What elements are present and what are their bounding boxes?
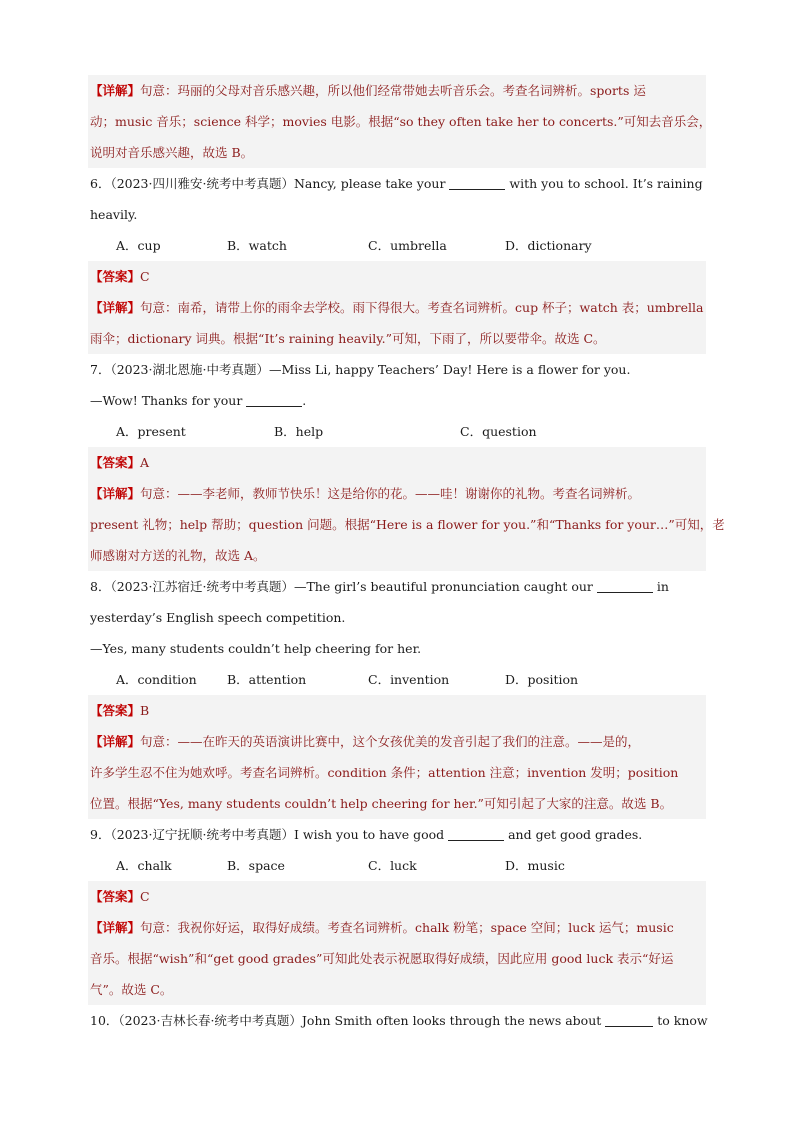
q7-option-b[interactable]: B．help xyxy=(274,424,324,439)
q7-detail-line-1: 【详解】句意：——李老师，教师节快乐！这是给你的花。——哇！谢谢你的礼物。考查名词辨析。 xyxy=(90,486,641,501)
q8-stem-line-1: 8．（2023·江苏宿迁·统考中考真题）—The girl’s beautiful pronunciation caught our in xyxy=(90,579,669,594)
q6-options xyxy=(90,230,704,261)
q7-options xyxy=(90,416,704,447)
q6-answer-box xyxy=(88,261,706,354)
q7-option-a[interactable]: A．present xyxy=(116,424,186,439)
q8-stem-line-3: —Yes, many students couldn’t help cheering for her. xyxy=(90,641,422,656)
q9-stem-line-1: 9．（2023·辽宁抚顺·统考中考真题）I wish you to have good and get good grades. xyxy=(90,827,643,842)
q7-detail-line-2: present 礼物；help 帮助；question 问题。根据“Here is a flower for you.”和“Thanks for your…”可知，老 xyxy=(90,517,725,532)
q9-option-b[interactable]: B．space xyxy=(227,858,285,873)
q9-detail-line-1: 【详解】句意：我祝你好运，取得好成绩。考查名词辨析。chalk 粉笔；space 空间；luck 运气；music xyxy=(90,920,674,935)
q9-answer-box xyxy=(88,881,706,1005)
q8-blank xyxy=(597,578,653,593)
q6-detail-line-2: 雨伞；dictionary 词典。根据“It’s raining heavily.”可知，下雨了，所以要带伞。故选 C。 xyxy=(90,331,606,346)
q9-answer: 【答案】C xyxy=(90,889,150,904)
q8-option-d[interactable]: D．position xyxy=(505,672,579,687)
q8-answer: 【答案】B xyxy=(90,703,150,718)
q8-detail-line-2: 许多学生忍不住为她欢呼。考查名词辨析。condition 条件；attention 注意；invention 发明；position xyxy=(90,765,679,780)
q8-detail-line-3: 位置。根据“Yes, many students couldn’t help cheering for her.”可知引起了大家的注意。故选 B。 xyxy=(90,796,673,811)
q5-explanation-box xyxy=(88,75,712,168)
q9-blank xyxy=(448,826,504,841)
q6-blank xyxy=(449,175,505,190)
q7-answer-box xyxy=(88,447,725,571)
q9-detail-line-2: 音乐。根据“wish”和“get good grades”可知此处表示祝愿取得好成绩，因此应用 good luck 表示“好运 xyxy=(90,951,674,966)
q9-option-d[interactable]: D．music xyxy=(505,858,565,873)
q9-options xyxy=(90,850,704,881)
document-page xyxy=(90,75,725,1036)
q6-stem-line-1: 6．（2023·四川雅安·统考中考真题）Nancy, please take your with you to school. It’s raining xyxy=(90,176,703,191)
q8-options xyxy=(90,664,704,695)
q6-option-c[interactable]: C．umbrella xyxy=(368,238,447,253)
q7-option-c[interactable]: C．question xyxy=(460,424,537,439)
q8-option-a[interactable]: A．condition xyxy=(116,672,197,687)
q9-option-c[interactable]: C．luck xyxy=(368,858,417,873)
q8-option-b[interactable]: B．attention xyxy=(227,672,307,687)
q6-option-b[interactable]: B．watch xyxy=(227,238,287,253)
q10-blank xyxy=(605,1012,653,1027)
q8-detail-line-1: 【详解】句意：——在昨天的英语演讲比赛中，这个女孩优美的发音引起了我们的注意。——是的， xyxy=(90,734,641,749)
q10-stem-line-1: 10．（2023·吉林长春·统考中考真题）John Smith often looks through the news about to know xyxy=(90,1013,708,1028)
q9-option-a[interactable]: A．chalk xyxy=(116,858,172,873)
q7-stem-line-2: —Wow! Thanks for your . xyxy=(90,393,307,408)
q6-option-a[interactable]: A．cup xyxy=(116,238,161,253)
q8-option-c[interactable]: C．invention xyxy=(368,672,450,687)
q7-blank xyxy=(246,392,302,407)
q7-stem-line-1: 7．（2023·湖北恩施·中考真题）—Miss Li, happy Teachers’ Day! Here is a flower for you. xyxy=(90,362,631,377)
q6-answer: 【答案】C xyxy=(90,269,150,284)
q7-answer: 【答案】A xyxy=(90,455,150,470)
q6-stem-line-2: heavily. xyxy=(90,207,138,222)
q7-detail-line-3: 师感谢对方送的礼物，故选 A。 xyxy=(90,548,266,563)
q8-stem-line-2: yesterday’s English speech competition. xyxy=(90,610,346,625)
q6-option-d[interactable]: D．dictionary xyxy=(505,238,592,253)
q8-answer-box xyxy=(88,695,706,819)
q5-detail-line-2: 动；music 音乐；science 科学；movies 电影。根据“so they often take her to concerts.”可知去音乐会， xyxy=(90,114,712,129)
q6-detail-line-1: 【详解】句意：南希，请带上你的雨伞去学校。雨下得很大。考查名词辨析。cup 杯子；watch 表；umbrella xyxy=(90,300,704,315)
q9-detail-line-3: 气”。故选 C。 xyxy=(90,982,173,997)
q5-detail-line-1: 【详解】句意：玛丽的父母对音乐感兴趣，所以他们经常带她去听音乐会。考查名词辨析。sports 运 xyxy=(90,83,646,98)
q5-detail-line-3: 说明对音乐感兴趣，故选 B。 xyxy=(90,145,254,160)
